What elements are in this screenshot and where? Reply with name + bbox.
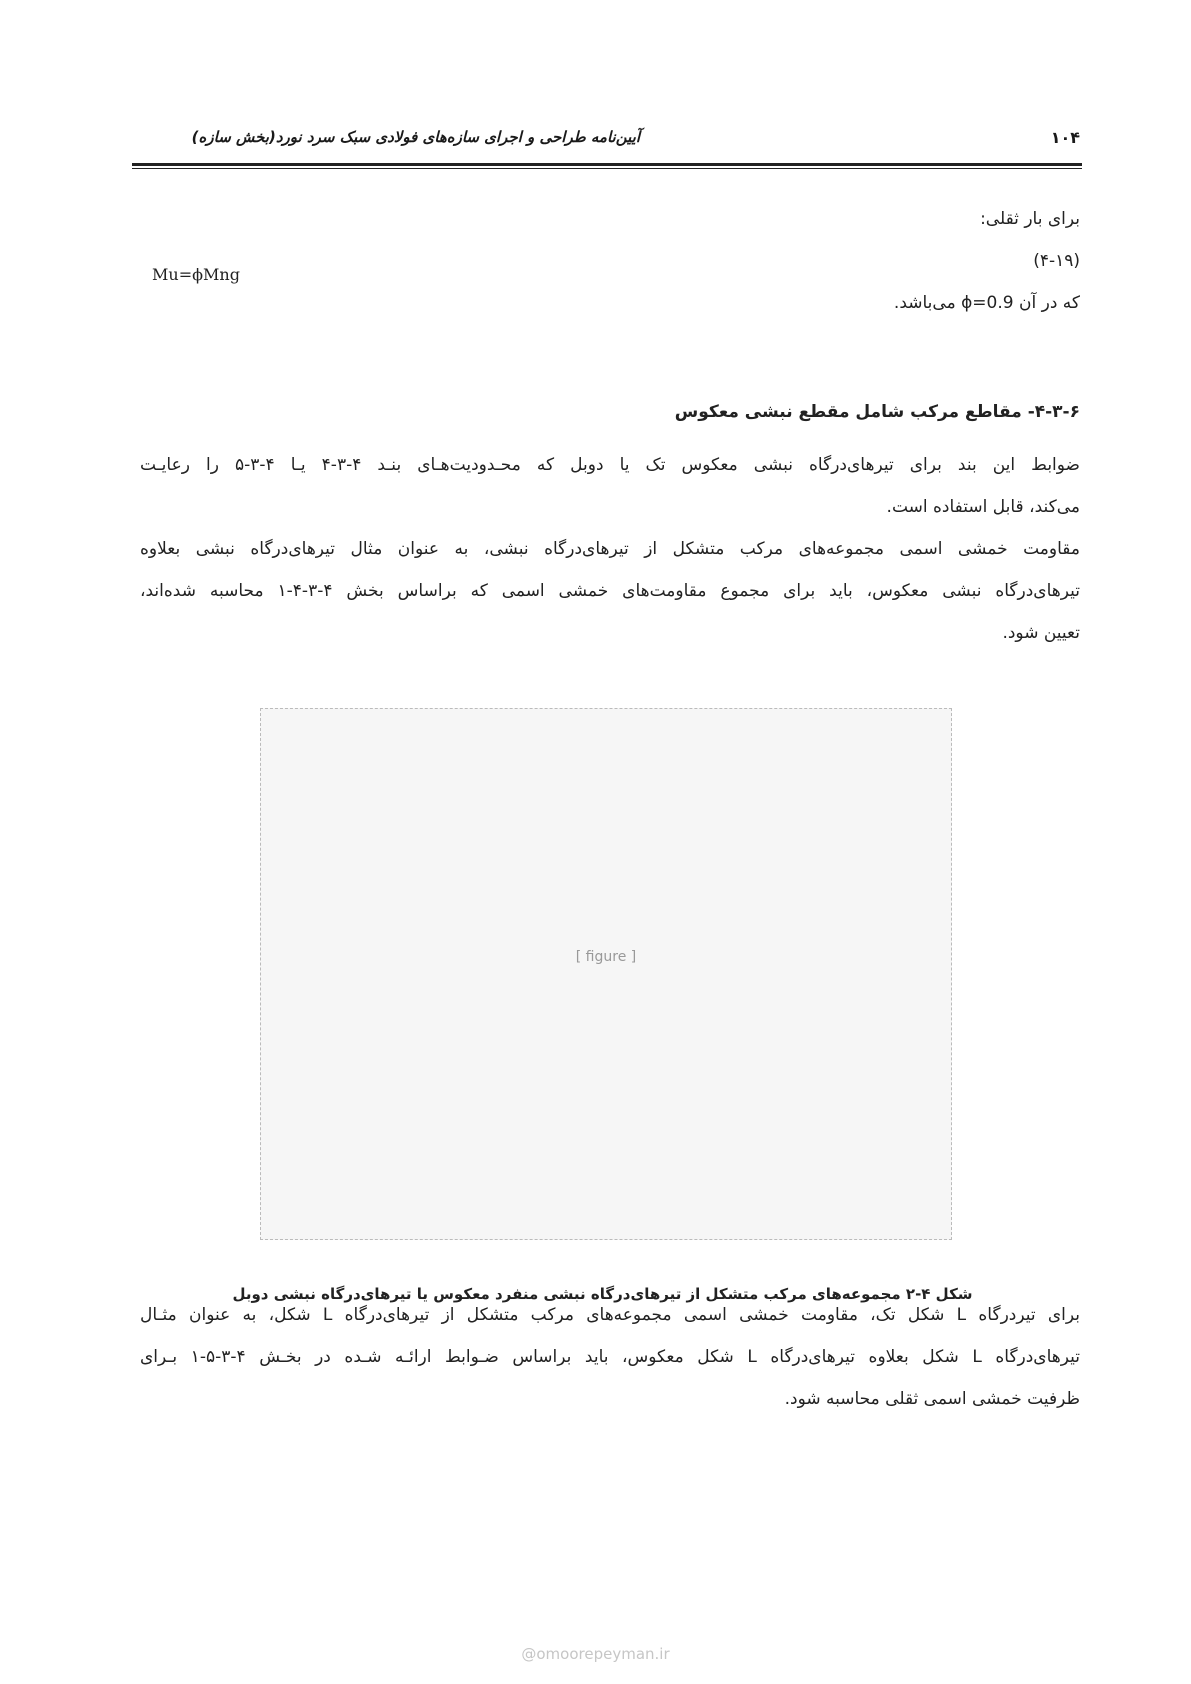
watermark-url: @omoorepeyman.ir xyxy=(521,1645,670,1663)
gravity-load-label: برای بار ثقلی: xyxy=(980,209,1080,229)
closing-line-1: برای تیردرگاه L شکل تک، مقاومت خمشی اسمی مجموعه‌های مرکب متشکل از تیرهای‌درگاه L شکل، به عنوان مثـال xyxy=(140,1305,1081,1325)
figure-image-placeholder xyxy=(260,708,952,1240)
section-heading: ۴-۳-۶- مقاطع مرکب شامل مقطع نبشی معکوس xyxy=(674,402,1080,422)
closing-line-3: ظرفیت خمشی اسمی ثقلی محاسبه شود. xyxy=(784,1389,1080,1409)
closing-line-2: تیرهای‌درگاه L شکل بعلاوه تیرهای‌درگاه L شکل معکوس، باید براساس ضـوابط ارائـه شـده در بخـش ۴-۳-۵-۱ بـرای xyxy=(140,1347,1081,1367)
equation-number: (۴-۱۹) xyxy=(1033,251,1080,271)
running-header-title: آیین‌نامه طراحی و اجرای سازه‌های فولادی سبک سرد نورد(بخش سازه) xyxy=(191,128,640,146)
phi-note: که در آن ϕ=0.9 می‌باشد. xyxy=(893,293,1080,313)
formula: Mu=ϕMng xyxy=(152,265,240,284)
paragraph-1-line-2: می‌کند، قابل استفاده است. xyxy=(886,497,1080,517)
page-number: ۱۰۴ xyxy=(1050,128,1080,147)
header-rule-thick xyxy=(132,163,1082,166)
paragraph-1-line-1: ضوابط این بند برای تیرهای‌درگاه نبشی معکوس تک یا دوبل که محـدودیت‌هـای بنـد ۴-۳-۴ یـا ۴-۳-۵ را رعایـت xyxy=(140,455,1080,475)
paragraph-2-line-2: تیرهای‌درگاه نبشی معکوس، باید برای مجموع مقاومت‌های خمشی اسمی که براساس بخش ۴-۳-۴-۱ محاسبه شده‌اند، xyxy=(140,581,1080,601)
figure-placeholder-tag: [ figure ] xyxy=(575,949,637,965)
figure-caption: شکل ۴-۲ مجموعه‌های مرکب متشکل از تیرهای‌درگاه نبشی منفرد معکوس یا تیرهای‌درگاه نبشی دوبل xyxy=(232,1285,973,1303)
paragraph-2-line-3: تعیین شود. xyxy=(1002,623,1080,643)
paragraph-2-line-1: مقاومت خمشی اسمی مجموعه‌های مرکب متشکل از تیرهای‌درگاه نبشی، به عنوان مثال تیرهای‌درگاه نبشی بعلاوه xyxy=(140,539,1080,559)
header-rule-thin xyxy=(132,168,1082,169)
